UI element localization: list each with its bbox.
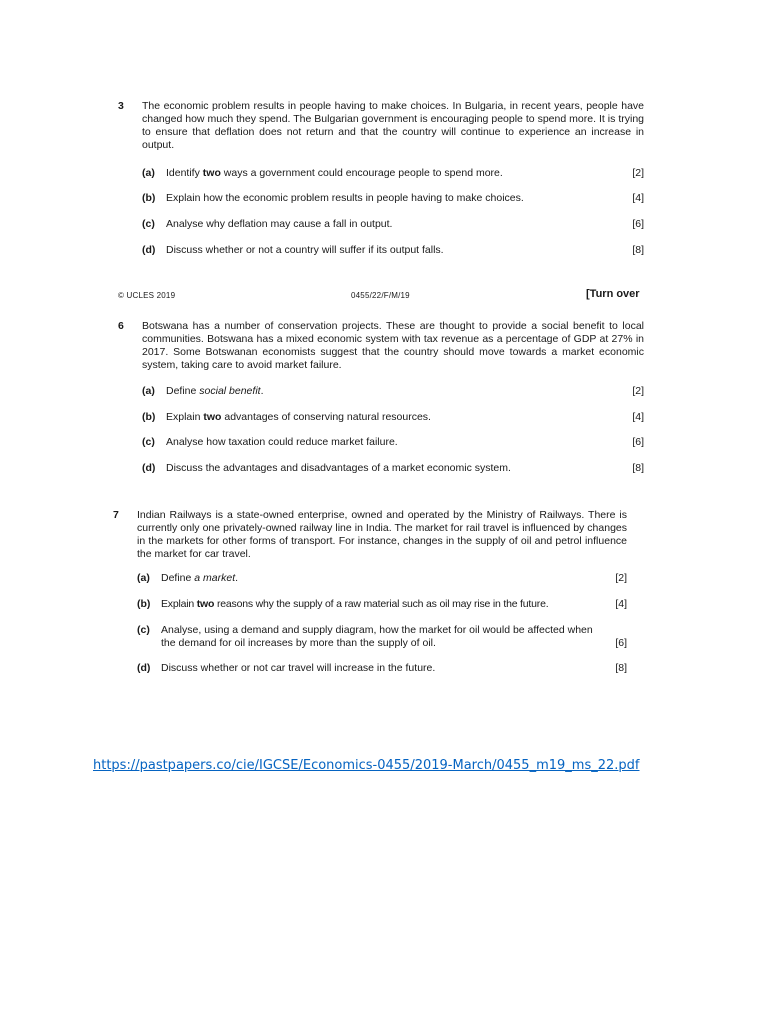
part-mark: [4] (632, 192, 644, 204)
part-label: (a) (142, 167, 155, 179)
q6-stem: Botswana has a number of conservation projects. These are thought to provide a social benefit to local communities. Botswana has a mixed economic system with tax revenue as a percentage of GDP at 27% in 2017. Some Botswanan economists suggest that the country should move towards a market economic system, taking care to avoid market failure. (142, 320, 644, 371)
q7-part-b (137, 598, 627, 611)
part-mark: [2] (632, 167, 644, 179)
footer-copyright: © UCLES 2019 (118, 291, 176, 300)
mark-scheme-link[interactable]: https://pastpapers.co/cie/IGCSE/Economics-0455/2019-March/0455_m19_ms_22.pdf (93, 758, 640, 773)
part-label: (d) (137, 662, 151, 674)
q3-part-d (142, 244, 644, 257)
part-mark: [8] (632, 244, 644, 256)
part-text: Analyse, using a demand and supply diagram, how the market for oil would be affected when the demand for oil increases by more than the supply of oil. (161, 624, 593, 649)
part-mark: [6] (632, 436, 644, 448)
part-text: Explain two advantages of conserving natural resources. (166, 411, 431, 423)
part-mark: [2] (615, 572, 627, 584)
part-mark: [4] (632, 411, 644, 423)
q7-part-c (137, 624, 627, 650)
part-label: (c) (142, 436, 155, 448)
q3-part-c (142, 218, 644, 231)
part-text: Analyse how taxation could reduce market failure. (166, 436, 398, 448)
part-mark: [6] (615, 637, 627, 649)
q3-number: 3 (118, 100, 124, 112)
part-label: (b) (137, 598, 151, 610)
footer-paper-code: 0455/22/F/M/19 (351, 291, 410, 300)
q6-part-b (142, 411, 644, 424)
q6-number: 6 (118, 320, 124, 332)
q3-part-a (142, 167, 644, 180)
part-label: (a) (142, 385, 155, 397)
q6-part-c (142, 436, 644, 449)
part-mark: [4] (615, 598, 627, 610)
part-text: Analyse why deflation may cause a fall in output. (166, 218, 393, 230)
q3-part-b (142, 192, 644, 205)
part-text: Discuss whether or not car travel will increase in the future. (161, 662, 436, 674)
part-text: Explain two reasons why the supply of a raw material such as oil may rise in the future. (161, 598, 549, 610)
q7-part-d (137, 662, 627, 675)
part-mark: [8] (632, 462, 644, 474)
q7-stem: Indian Railways is a state-owned enterprise, owned and operated by the Ministry of Railways. There is currently only one privately-owned railway line in India. The market for rail travel is influenced by changes in the markets for other forms of transport. For instance, changes in the supply of oil and petrol influence the market for car travel. (137, 509, 627, 560)
q7-part-a (137, 572, 627, 585)
part-label: (d) (142, 244, 156, 256)
part-text: Explain how the economic problem results in people having to make choices. (166, 192, 524, 204)
q6-part-a (142, 385, 644, 398)
part-label: (c) (142, 218, 155, 230)
part-text: Define social benefit. (166, 385, 264, 397)
part-mark: [6] (632, 218, 644, 230)
part-label: (a) (137, 572, 150, 584)
part-text: Identify two ways a government could encourage people to spend more. (166, 167, 503, 179)
footer-turn-over: [Turn over (586, 288, 640, 300)
q7-number: 7 (113, 509, 119, 521)
part-label: (d) (142, 462, 156, 474)
part-text: Discuss whether or not a country will suffer if its output falls. (166, 244, 444, 256)
part-label: (b) (142, 411, 156, 423)
part-mark: [2] (632, 385, 644, 397)
part-label: (c) (137, 624, 150, 636)
part-mark: [8] (615, 662, 627, 674)
part-text: Define a market. (161, 572, 239, 584)
part-text: Discuss the advantages and disadvantages of a market economic system. (166, 462, 511, 474)
q3-stem: The economic problem results in people having to make choices. In Bulgaria, in recent years, people have changed how much they spend. The Bulgarian government is encouraging people to spend more. It is trying to ensure that deflation does not return and that the country will continue to experience an increase in output. (142, 100, 644, 151)
q6-part-d (142, 462, 644, 475)
part-label: (b) (142, 192, 156, 204)
